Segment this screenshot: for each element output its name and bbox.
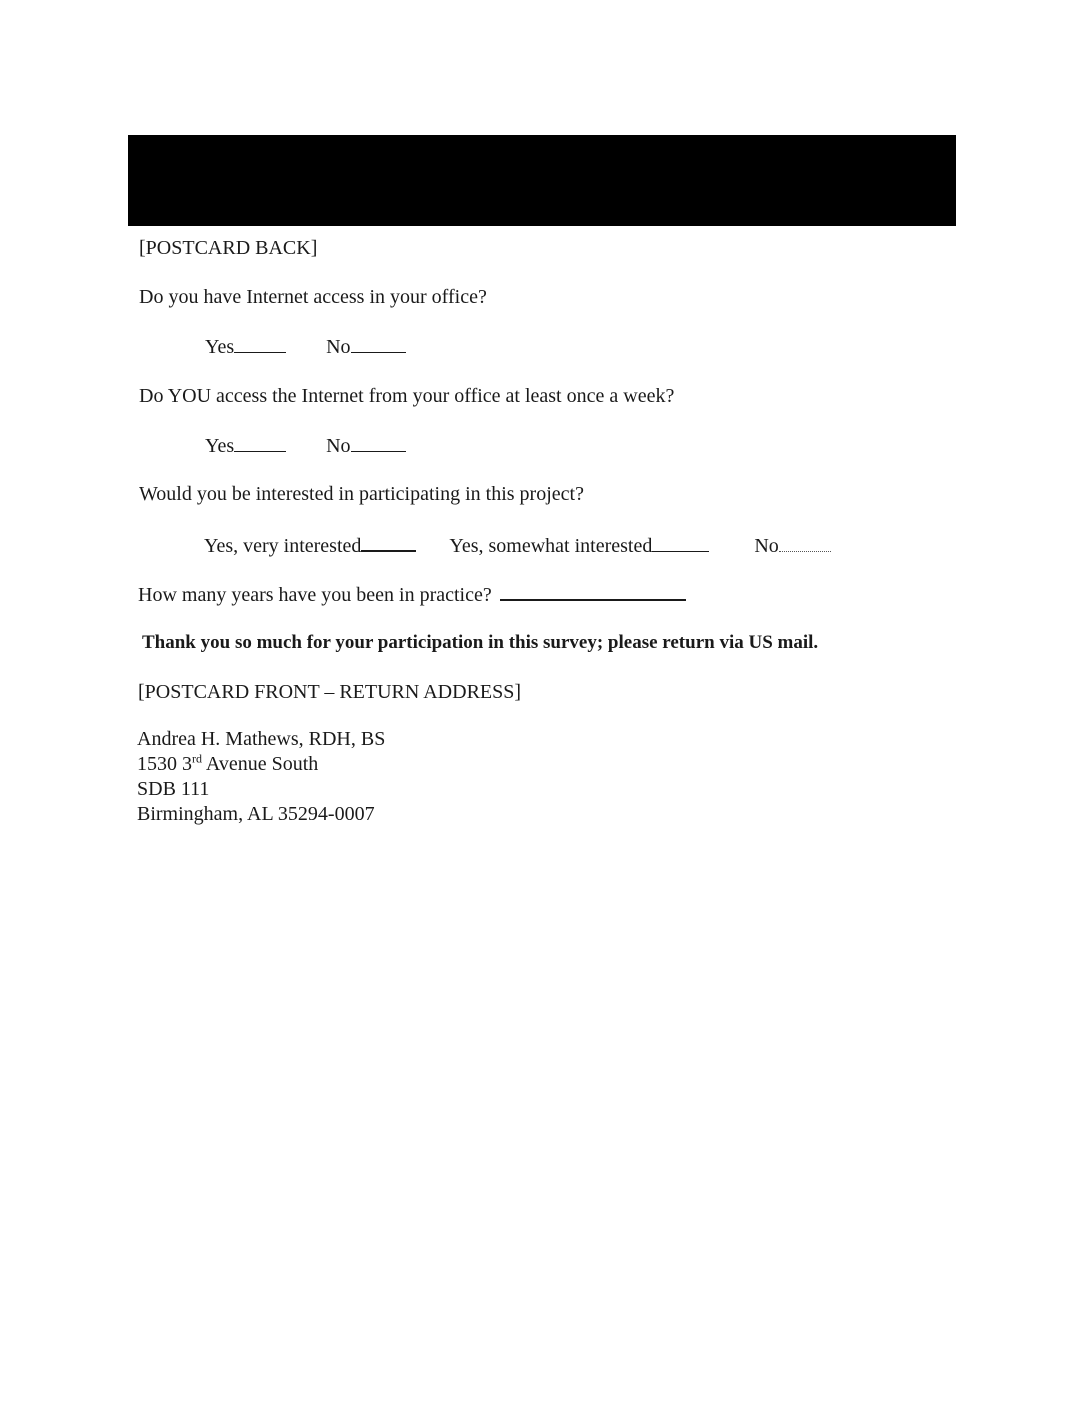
option-very-interested-label: Yes, very interested	[204, 535, 362, 557]
option-no-label: No	[326, 336, 351, 358]
very-interested-blank[interactable]	[361, 532, 416, 552]
answer-row-weekly-access	[205, 433, 406, 458]
yes-blank[interactable]	[234, 433, 286, 452]
no-blank[interactable]	[351, 433, 406, 452]
yes-blank[interactable]	[234, 334, 286, 353]
somewhat-interested-blank[interactable]	[652, 533, 709, 552]
redaction-bar	[128, 135, 956, 226]
return-address-block	[137, 727, 385, 827]
postcard-front-label: [POSTCARD FRONT – RETURN ADDRESS]	[138, 681, 522, 703]
address-city-state-zip: Birmingham, AL 35294-0007	[137, 803, 375, 825]
question-years-in-practice	[138, 581, 686, 607]
no-blank[interactable]	[351, 334, 406, 353]
option-yes-label: Yes	[205, 336, 235, 358]
answer-row-participation-interest	[204, 532, 831, 558]
question-participation-interest: Would you be interested in participating in this project?	[139, 483, 584, 505]
question-internet-access: Do you have Internet access in your office?	[139, 286, 487, 308]
option-no-label: No	[754, 535, 779, 557]
option-yes-label: Yes	[205, 435, 235, 457]
option-no-label: No	[326, 435, 351, 457]
question-years-text: How many years have you been in practice?	[138, 584, 492, 606]
street-number: 1530 3	[137, 753, 192, 775]
option-somewhat-interested-label: Yes, somewhat interested	[449, 535, 653, 557]
question-weekly-access: Do YOU access the Internet from your office at least once a week?	[139, 385, 675, 407]
address-box: SDB 111	[137, 778, 210, 800]
address-name: Andrea H. Mathews, RDH, BS	[137, 728, 386, 750]
street-suffix: rd	[192, 751, 202, 766]
address-street	[137, 752, 385, 777]
street-rest: Avenue South	[202, 753, 319, 775]
thank-you-note: Thank you so much for your participation in this survey; please return via US mail.	[142, 632, 819, 653]
answer-row-internet-access	[205, 334, 406, 359]
no-blank[interactable]	[779, 533, 831, 552]
years-blank[interactable]	[500, 581, 686, 601]
postcard-back-label: [POSTCARD BACK]	[139, 237, 318, 259]
